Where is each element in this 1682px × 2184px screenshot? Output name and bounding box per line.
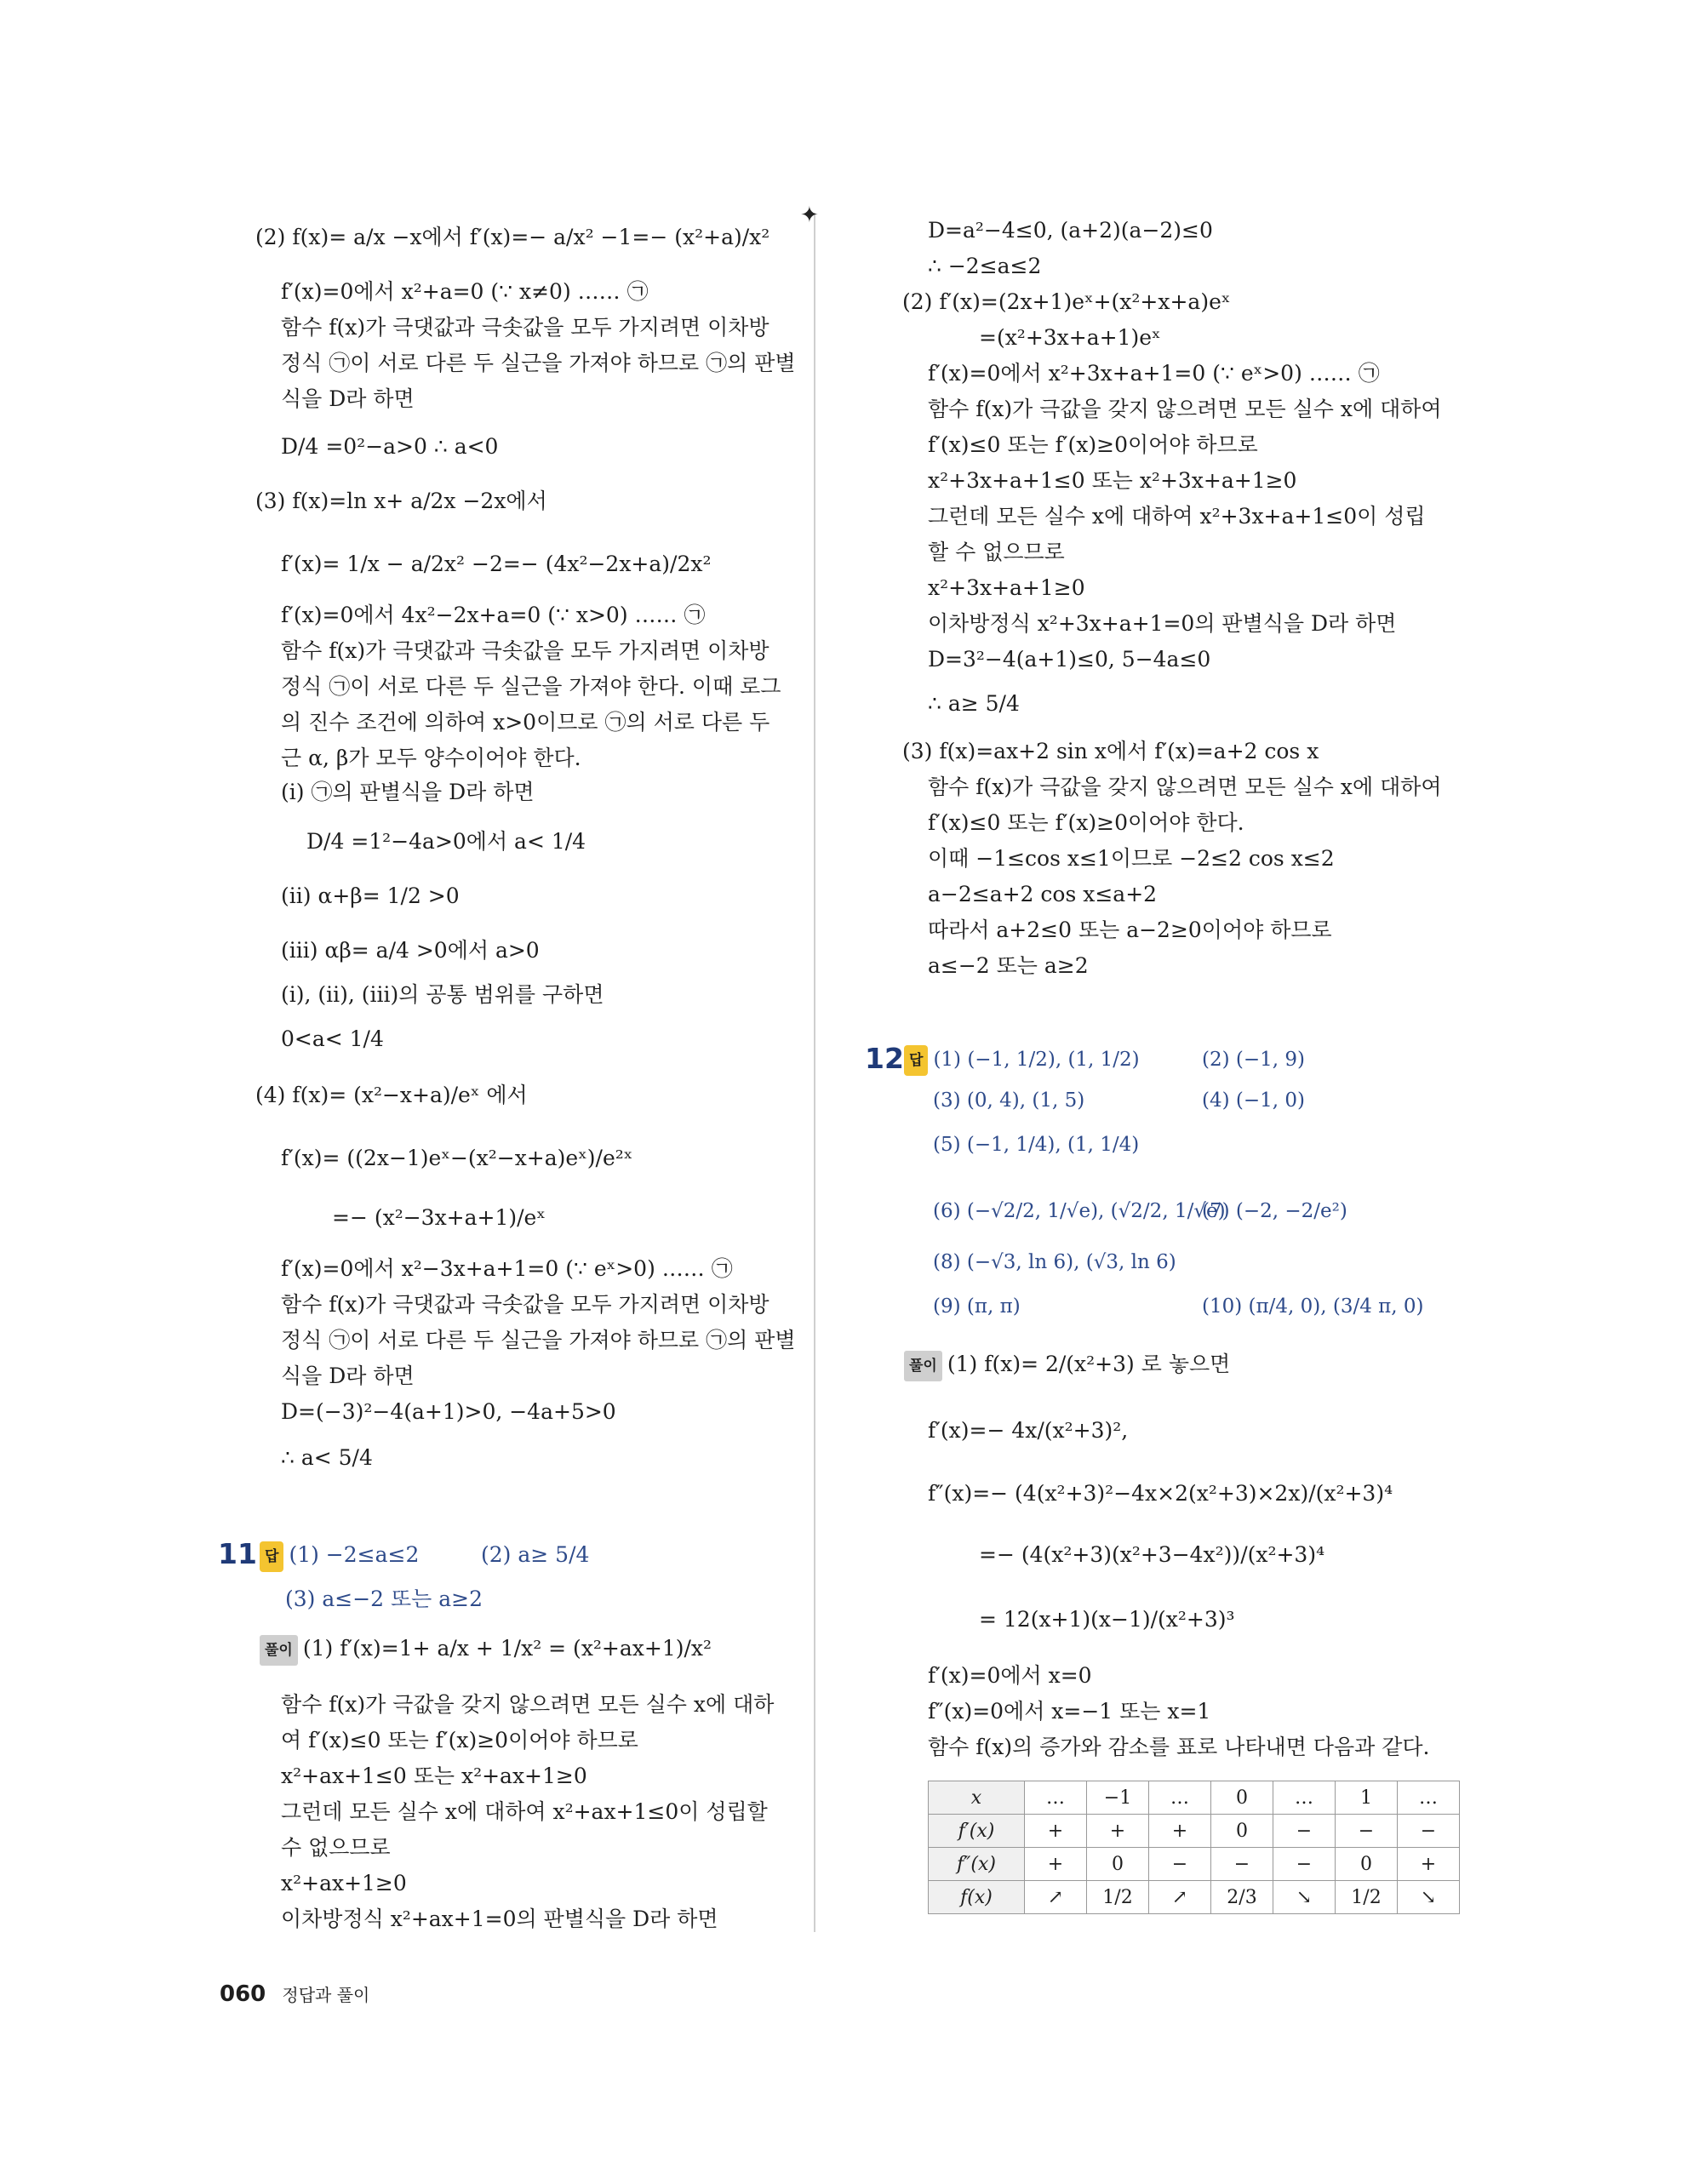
answer-item: (3) a≤−2 또는 a≥2: [285, 1587, 483, 1611]
table-cell: ↘: [1398, 1881, 1460, 1914]
r-line: 그런데 모든 실수 x에 대하여 x²+3x+a+1≤0이 성립: [928, 504, 1426, 529]
l-line: (ⅲ) αβ= a/4 >0에서 a>0: [281, 938, 540, 963]
table-cell: 0: [1336, 1848, 1398, 1881]
table-cell: +: [1398, 1848, 1460, 1881]
l-line: 0<a< 1/4: [281, 1026, 384, 1051]
solution-tag: 풀이: [260, 1635, 298, 1666]
l-line: D=(−3)²−4(a+1)>0, −4a+5>0: [281, 1399, 616, 1424]
l-line: f′(x)=0에서 x²−3x+a+1=0 (∵ eˣ>0) …… ㉠: [281, 1256, 733, 1281]
l-line: 식을 D라 하면: [281, 386, 415, 411]
table-cell: ↗: [1025, 1881, 1087, 1914]
table-cell: 1/2: [1336, 1881, 1398, 1914]
r-line: (2) f′(x)=(2x+1)eˣ+(x²+x+a)eˣ: [902, 289, 1231, 314]
answer-item: (4) (−1, 0): [1202, 1089, 1305, 1112]
table-cell: …: [1025, 1781, 1087, 1815]
table-cell: …: [1398, 1781, 1460, 1815]
l-line: 정식 ㉠이 서로 다른 두 실근을 가져야 한다. 이때 로그: [281, 674, 781, 699]
answer-item: (8) (−√3, ln 6), (√3, ln 6): [933, 1251, 1176, 1273]
table-row-header: f′(x): [929, 1815, 1025, 1848]
answer-item: (1) (−1, 1/2), (1, 1/2): [933, 1049, 1140, 1071]
l-line: (ⅰ), (ⅱ), (ⅲ)의 공통 범위를 구하면: [281, 982, 604, 1007]
table-cell: −: [1273, 1848, 1336, 1881]
table-cell: −: [1211, 1848, 1273, 1881]
l-line: 정식 ㉠이 서로 다른 두 실근을 가져야 하므로 ㉠의 판별: [281, 1328, 796, 1352]
table-cell: −: [1149, 1848, 1211, 1881]
r-line: 함수 f(x)가 극값을 갖지 않으려면 모든 실수 x에 대하여: [928, 397, 1442, 421]
l-line: 근 α, β가 모두 양수이어야 한다.: [281, 746, 581, 770]
l-line: (ⅰ) ㉠의 판별식을 D라 하면: [281, 780, 535, 804]
increase-decrease-table: [928, 1781, 1460, 1914]
answer-item: (7) (−2, −2/e²): [1202, 1200, 1347, 1222]
r-line: f′(x)≤0 또는 f′(x)≥0이어야 한다.: [928, 810, 1244, 835]
answer-tag: 답: [904, 1045, 928, 1076]
table-cell: −: [1336, 1815, 1398, 1848]
table-cell: …: [1149, 1781, 1211, 1815]
answer-line: [904, 1045, 1140, 1076]
l-line: (2) f(x)= a/x −x에서 f′(x)=− a/x² −1=− (x²+a)/x²: [255, 225, 770, 249]
s-text: (1) f(x)= 2/(x²+3) 로 놓으면: [947, 1352, 1231, 1376]
table-cell: 0: [1211, 1781, 1273, 1815]
r-line: =(x²+3x+a+1)eˣ: [979, 325, 1161, 350]
footer-title: 정답과 풀이: [282, 1985, 370, 2005]
answer-item: (9) (π, π): [933, 1295, 1021, 1318]
answer-item: (2) a≥ 5/4: [481, 1542, 590, 1567]
l-line: ∴ a< 5/4: [281, 1445, 373, 1470]
l-line: =− (x²−3x+a+1)/eˣ: [332, 1205, 546, 1230]
answer-item: (10) (π/4, 0), (3/4 π, 0): [1202, 1295, 1424, 1318]
table-cell: −: [1273, 1815, 1336, 1848]
r-line: x²+3x+a+1≥0: [928, 575, 1085, 600]
table-cell: ↗: [1149, 1881, 1211, 1914]
s-line: 여 f′(x)≤0 또는 f′(x)≥0이어야 하므로: [281, 1728, 638, 1752]
answer-item: (3) (0, 4), (1, 5): [933, 1089, 1085, 1112]
r-line: 할 수 없으므로: [928, 540, 1065, 564]
table-cell: +: [1025, 1848, 1087, 1881]
question-number: 12: [865, 1042, 904, 1075]
l-line: 함수 f(x)가 극댓값과 극솟값을 모두 가지려면 이차방: [281, 1292, 769, 1317]
table-cell: 0: [1211, 1815, 1273, 1848]
r-line: 함수 f(x)가 극값을 갖지 않으려면 모든 실수 x에 대하여: [928, 775, 1442, 799]
table-row: [929, 1815, 1460, 1848]
l-line: 의 진수 조건에 의하여 x>0이므로 ㉠의 서로 다른 두: [281, 710, 770, 735]
solution-line: [260, 1634, 712, 1666]
l-line: D/4 =0²−a>0 ∴ a<0: [281, 434, 499, 459]
question-number: 11: [218, 1537, 257, 1570]
s-line: f′(x)=0에서 x=0: [928, 1663, 1092, 1688]
table-row-header: x: [929, 1781, 1025, 1815]
s-line: = 12(x+1)(x−1)/(x²+3)³: [979, 1607, 1235, 1632]
s-line: x²+ax+1≥0: [281, 1871, 407, 1895]
r-line: f′(x)≤0 또는 f′(x)≥0이어야 하므로: [928, 432, 1258, 457]
answer-item: (6) (−√2/2, 1/√e), (√2/2, 1/√e): [933, 1200, 1226, 1222]
r-line: f′(x)=0에서 x²+3x+a+1=0 (∵ eˣ>0) …… ㉠: [928, 361, 1380, 386]
r-line: 이차방정식 x²+3x+a+1=0의 판별식을 D라 하면: [928, 611, 1397, 636]
r-line: a−2≤a+2 cos x≤a+2: [928, 882, 1158, 906]
l-line: f′(x)= 1/x − a/2x² −2=− (4x²−2x+a)/2x²: [281, 552, 712, 576]
solution-tag: 풀이: [904, 1351, 942, 1381]
answer-item: (2) (−1, 9): [1202, 1049, 1305, 1071]
r-line: x²+3x+a+1≤0 또는 x²+3x+a+1≥0: [928, 468, 1297, 493]
answer-tag: 답: [260, 1541, 283, 1572]
r-line: (3) f(x)=ax+2 sin x에서 f′(x)=a+2 cos x: [902, 739, 1319, 763]
solution-line: [904, 1350, 1230, 1381]
l-line: 정식 ㉠이 서로 다른 두 실근을 가져야 하므로 ㉠의 판별: [281, 351, 796, 375]
s-line: 함수 f(x)가 극값을 갖지 않으려면 모든 실수 x에 대하: [281, 1692, 775, 1717]
table-cell: −: [1398, 1815, 1460, 1848]
r-line: ∴ −2≤a≤2: [928, 254, 1042, 278]
r-line: a≤−2 또는 a≥2: [928, 953, 1089, 978]
l-line: D/4 =1²−4a>0에서 a< 1/4: [306, 829, 586, 854]
page-number: 060: [220, 1981, 266, 2007]
table-cell: …: [1273, 1781, 1336, 1815]
s-text: (1) f′(x)=1+ a/x + 1/x² = (x²+ax+1)/x²: [302, 1636, 712, 1661]
ornament-icon: ✦: [800, 203, 819, 228]
l-line: f′(x)= ((2x−1)eˣ−(x²−x+a)eˣ)/e²ˣ: [281, 1146, 633, 1170]
r-line: 따라서 a+2≤0 또는 a−2≥0이어야 하므로: [928, 918, 1332, 942]
r-line: D=a²−4≤0, (a+2)(a−2)≤0: [928, 218, 1213, 243]
column-divider: [814, 213, 815, 1932]
table-row-header: f″(x): [929, 1848, 1025, 1881]
s-line: =− (4(x²+3)(x²+3−4x²))/(x²+3)⁴: [979, 1542, 1325, 1567]
l-line: (ⅱ) α+β= 1/2 >0: [281, 883, 460, 908]
r-line: D=3²−4(a+1)≤0, 5−4a≤0: [928, 647, 1211, 672]
r-line: ∴ a≥ 5/4: [928, 691, 1020, 716]
table-cell: 0: [1087, 1848, 1149, 1881]
r-line: 이때 −1≤cos x≤1이므로 −2≤2 cos x≤2: [928, 846, 1335, 871]
l-line: 식을 D라 하면: [281, 1364, 415, 1388]
s-line: 함수 f(x)의 증가와 감소를 표로 나타내면 다음과 같다.: [928, 1735, 1430, 1759]
l-line: (3) f(x)=ln x+ a/2x −2x에서: [255, 489, 547, 513]
answer-item: (5) (−1, 1/4), (1, 1/4): [933, 1134, 1140, 1156]
table-cell: +: [1025, 1815, 1087, 1848]
s-line: 그런데 모든 실수 x에 대하여 x²+ax+1≤0이 성립할: [281, 1799, 768, 1824]
table-row: [929, 1781, 1460, 1815]
l-line: 함수 f(x)가 극댓값과 극솟값을 모두 가지려면 이차방: [281, 315, 769, 340]
table-row: [929, 1848, 1460, 1881]
table-cell: 1/2: [1087, 1881, 1149, 1914]
page-footer: [220, 1981, 369, 2007]
table-cell: ↘: [1273, 1881, 1336, 1914]
table-row: [929, 1881, 1460, 1914]
s-line: x²+ax+1≤0 또는 x²+ax+1≥0: [281, 1764, 587, 1788]
s-line: f′(x)=− 4x/(x²+3)²,: [928, 1418, 1129, 1443]
l-line: f′(x)=0에서 4x²−2x+a=0 (∵ x>0) …… ㉠: [281, 603, 706, 627]
s-line: 수 없으므로: [281, 1835, 391, 1860]
table-cell: −1: [1087, 1781, 1149, 1815]
table-cell: 2/3: [1211, 1881, 1273, 1914]
table-row-header: f(x): [929, 1881, 1025, 1914]
table-cell: +: [1087, 1815, 1149, 1848]
l-line: f′(x)=0에서 x²+a=0 (∵ x≠0) …… ㉠: [281, 279, 649, 304]
l-line: (4) f(x)= (x²−x+a)/eˣ 에서: [255, 1083, 528, 1107]
answer-item: (1) −2≤a≤2: [289, 1542, 420, 1567]
l-line: 함수 f(x)가 극댓값과 극솟값을 모두 가지려면 이차방: [281, 638, 769, 663]
s-line: 이차방정식 x²+ax+1=0의 판별식을 D라 하면: [281, 1907, 718, 1931]
s-line: f″(x)=0에서 x=−1 또는 x=1: [928, 1699, 1211, 1724]
table-cell: +: [1149, 1815, 1211, 1848]
table-cell: 1: [1336, 1781, 1398, 1815]
s-line: f″(x)=− (4(x²+3)²−4x×2(x²+3)×2x)/(x²+3)⁴: [928, 1481, 1393, 1506]
answer-line: [260, 1541, 419, 1572]
